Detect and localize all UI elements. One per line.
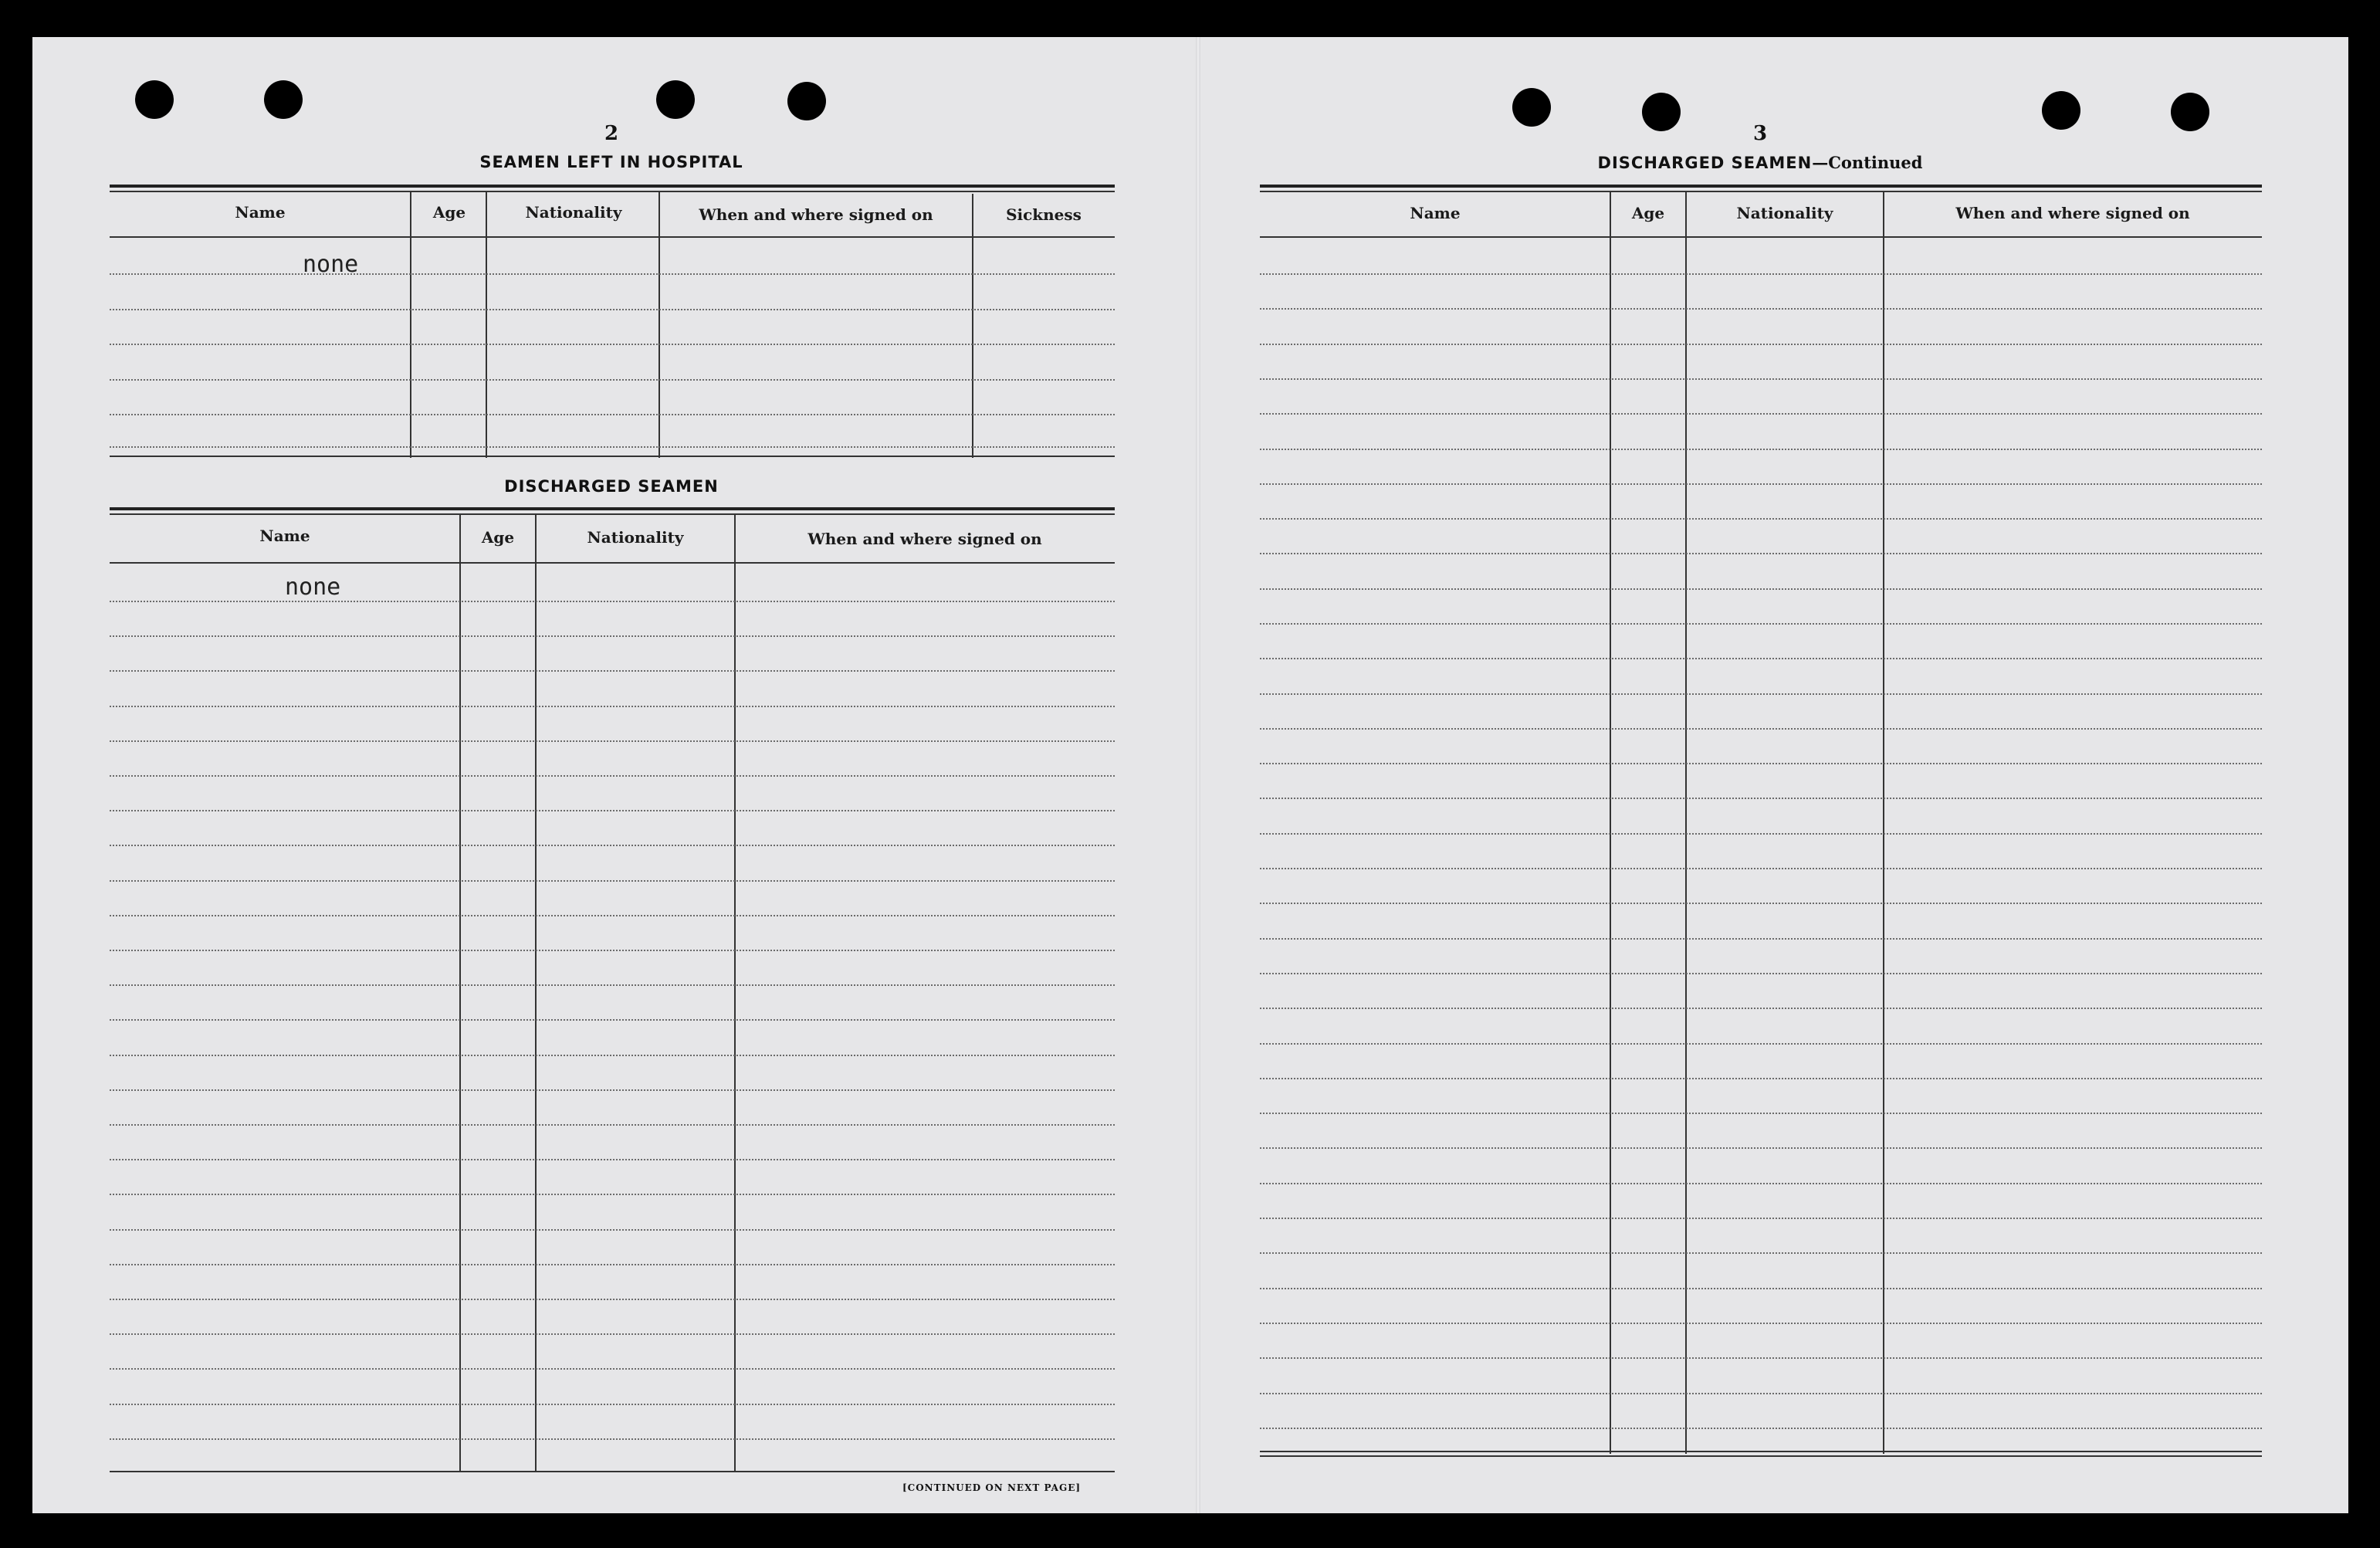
column-header-nationality: Nationality [525,203,622,222]
ruled-row [1260,1043,2262,1045]
ruled-row [110,1089,1115,1091]
ruled-row [110,601,1115,602]
column-header-age: Age [1631,204,1665,222]
ruled-row [110,1264,1115,1265]
ruled-row [110,950,1115,951]
ruled-row [1260,483,2262,485]
column-header-nationality: Nationality [1736,204,1833,222]
column-header-signed-on: When and where signed on [1955,204,2190,222]
ruled-row [1260,518,2262,520]
page-fold [1196,37,1200,1513]
ruled-row [1260,1147,2262,1149]
ruled-row [110,810,1115,811]
ruled-row [110,1019,1115,1021]
ruled-row [110,635,1115,637]
column-header-nationality: Nationality [587,528,684,547]
hospital-entry: none [303,251,359,278]
ruled-row [1260,378,2262,380]
ruled-row [1260,1252,2262,1254]
ruled-row [110,706,1115,707]
column-header-signed-on: When and where signed on [699,205,933,224]
punch-hole [264,80,303,119]
ruled-row [110,1368,1115,1370]
ruled-row [1260,1288,2262,1289]
hospital-section-title: SEAMEN LEFT IN HOSPITAL [479,153,743,171]
ruled-row [1260,658,2262,659]
ruled-row [110,880,1115,882]
ruled-row [1260,1428,2262,1429]
ruled-row [1260,1357,2262,1359]
ruled-row [1260,763,2262,764]
ruled-row [1260,588,2262,590]
manifest-sheet [32,37,2348,1513]
punch-hole [1642,93,1681,131]
discharged-section-title: DISCHARGED SEAMEN [504,477,719,496]
ruled-row [110,1333,1115,1335]
ruled-row [1260,938,2262,940]
ruled-row [110,845,1115,846]
ruled-row [1260,1113,2262,1114]
column-header-signed-on: When and where signed on [807,530,1042,548]
ruled-row [1260,449,2262,450]
ruled-row [110,775,1115,777]
ruled-row [1260,833,2262,835]
discharged-continued-title: DISCHARGED SEAMEN—Continued [1597,153,1923,172]
column-header-age: Age [432,203,466,222]
ruled-row [110,1194,1115,1195]
punch-hole [135,80,174,119]
ruled-row [1260,1218,2262,1219]
ruled-row [110,740,1115,742]
punch-hole [656,80,695,119]
ruled-row [1260,1078,2262,1079]
ruled-row [110,670,1115,672]
ruled-row [1260,1183,2262,1184]
ruled-row [1260,623,2262,625]
ruled-row [1260,308,2262,310]
ruled-row [110,1299,1115,1300]
page-number: 2 [604,122,619,145]
ruled-row [1260,693,2262,695]
column-header-name: Name [1410,204,1461,222]
ruled-row [1260,413,2262,415]
discharged-entry: none [285,574,341,601]
punch-hole [2042,91,2080,130]
ruled-row [110,1438,1115,1440]
ruled-row [1260,1008,2262,1009]
ruled-row [1260,868,2262,869]
continued-note: [CONTINUED ON NEXT PAGE] [902,1482,1082,1493]
ruled-row [1260,728,2262,730]
ruled-row [110,1124,1115,1126]
column-header-name: Name [259,527,310,545]
column-header-name: Name [235,203,286,222]
ruled-row [1260,344,2262,345]
page-number: 3 [1752,122,1768,145]
ruled-row [110,1229,1115,1231]
punch-hole [787,82,826,120]
ruled-row [1260,1393,2262,1394]
punch-hole [1512,88,1551,127]
ruled-row [1260,1323,2262,1324]
ruled-row [1260,798,2262,799]
ruled-row [1260,273,2262,275]
ruled-row [1260,973,2262,974]
ruled-row [110,984,1115,986]
ruled-row [1260,553,2262,554]
ruled-row [110,1055,1115,1056]
column-header-sickness: Sickness [1006,205,1082,224]
ruled-row [110,1404,1115,1405]
ruled-row [110,915,1115,916]
punch-hole [2171,93,2209,131]
column-header-age: Age [481,528,515,547]
ruled-row [110,1159,1115,1160]
ruled-row [1260,903,2262,904]
